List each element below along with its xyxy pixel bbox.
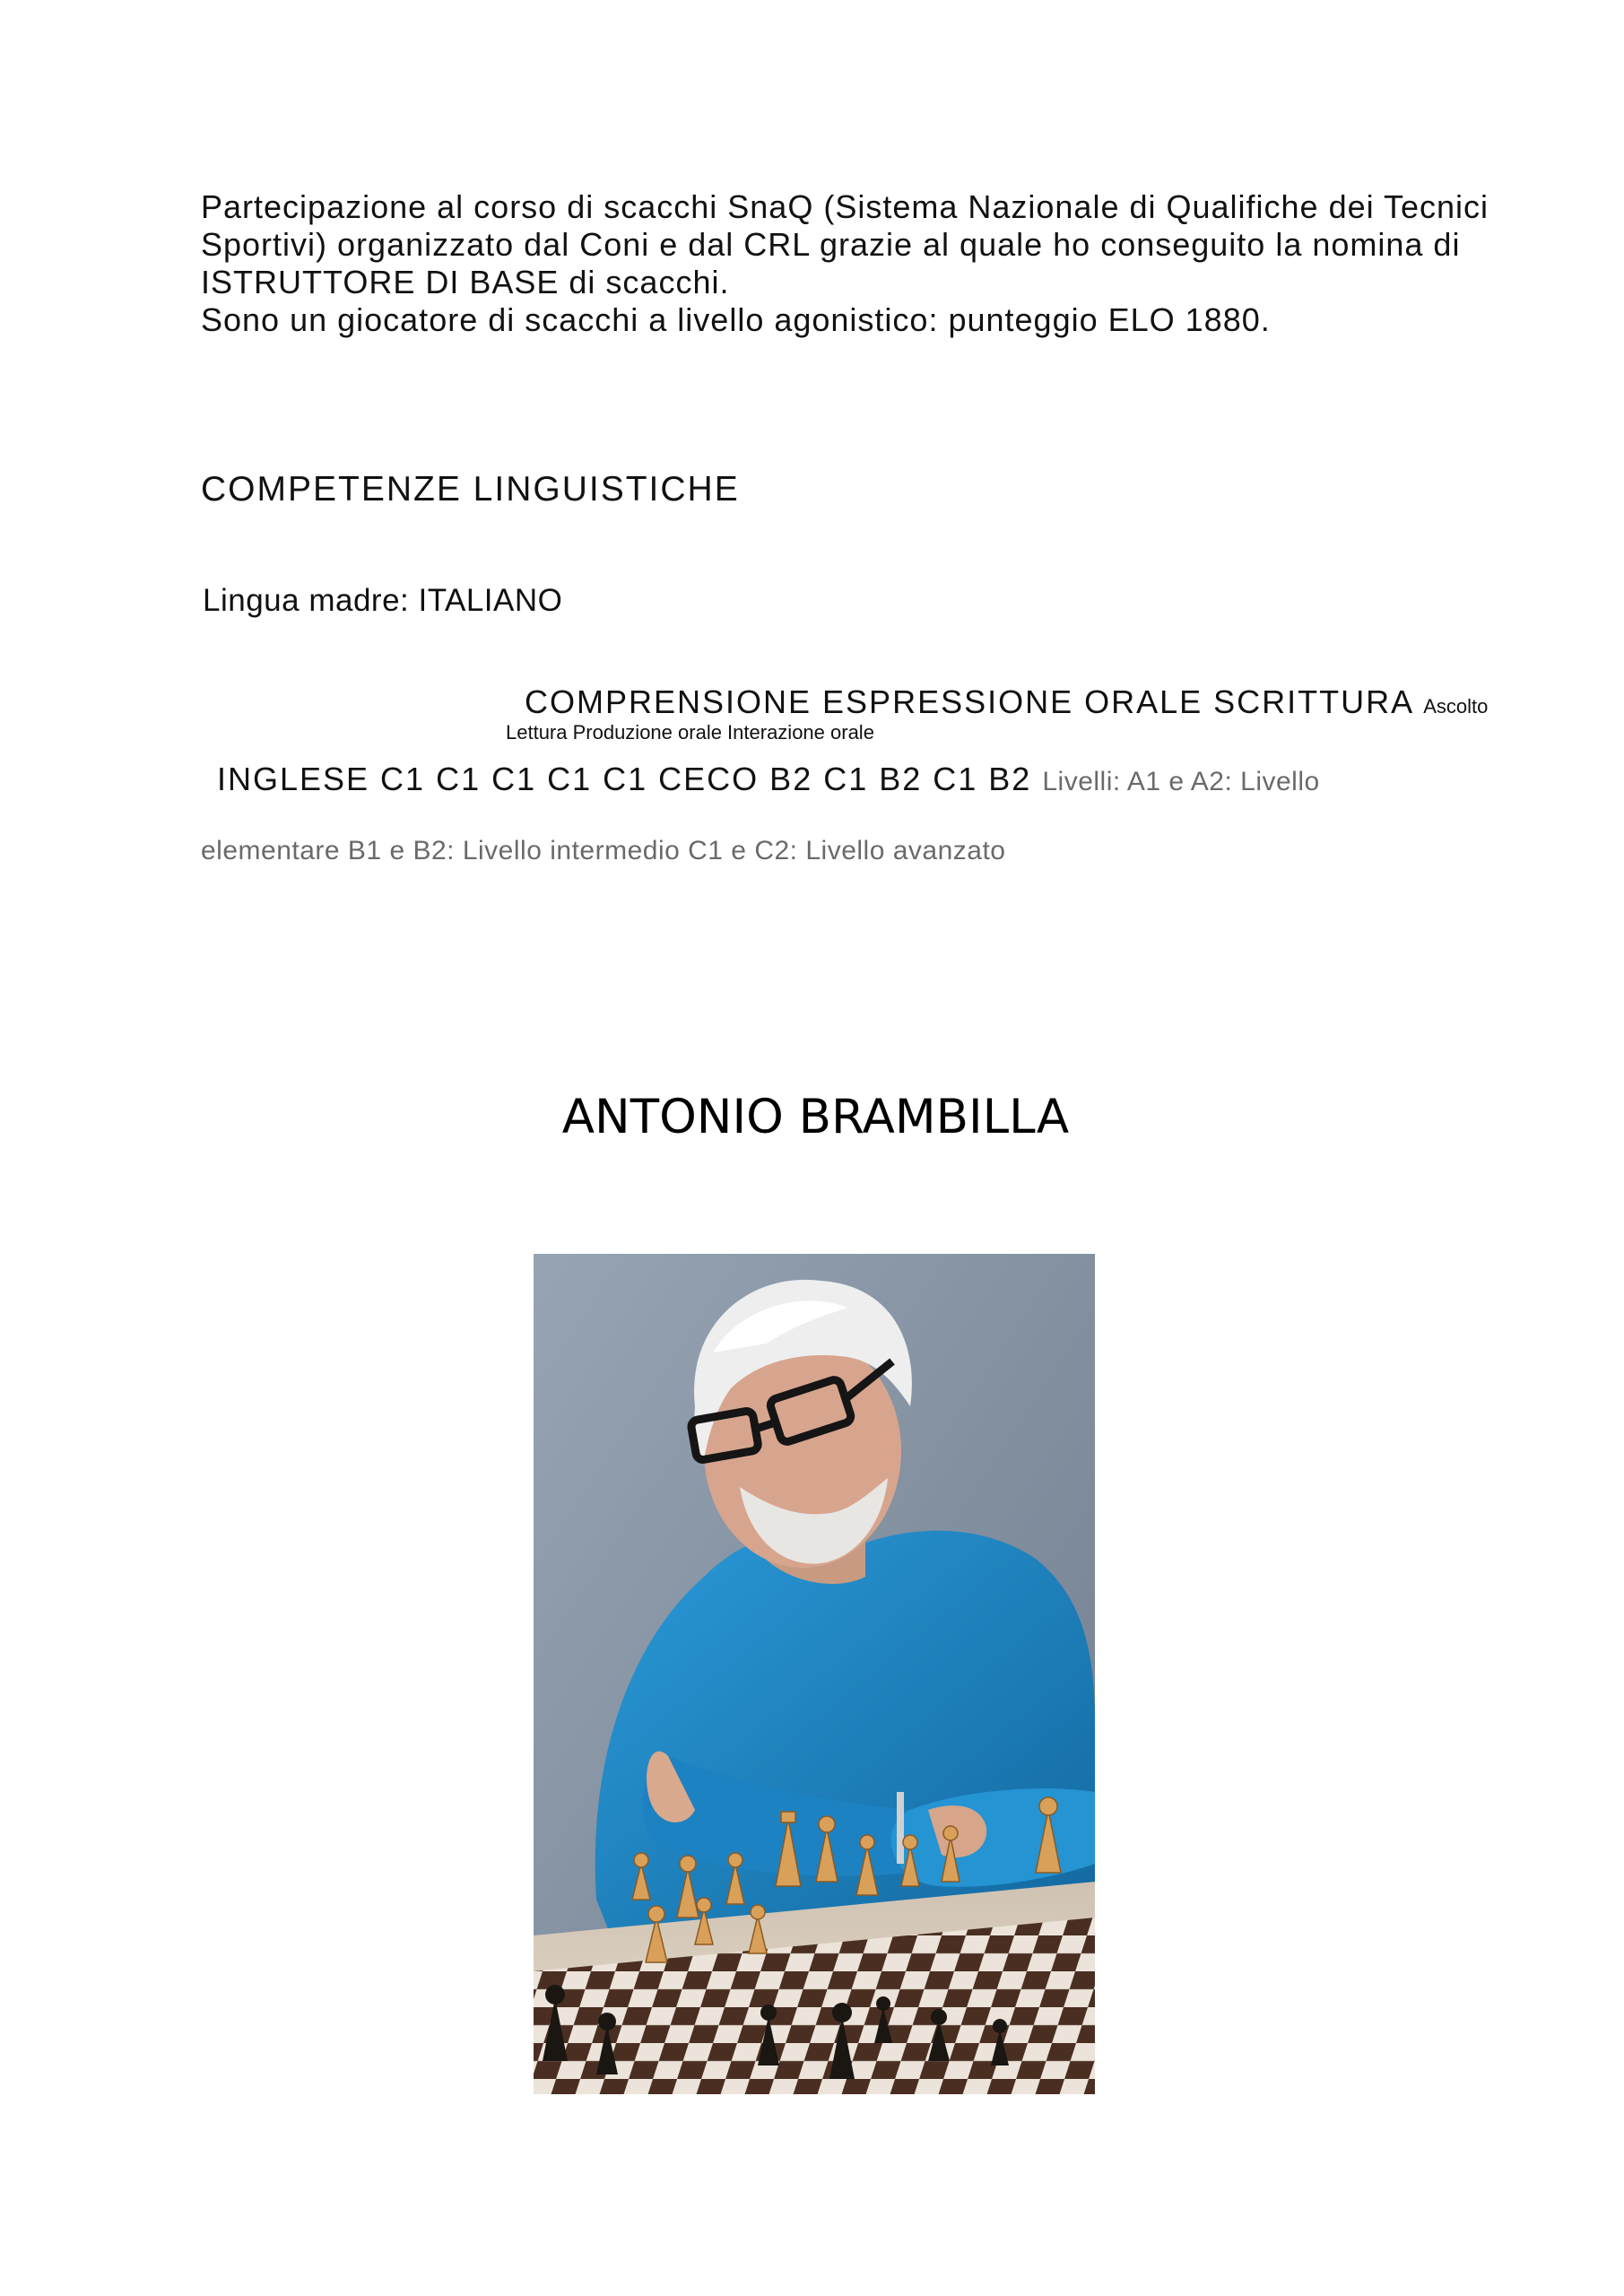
intro-line: ISTRUTTORE DI BASE di scacchi. <box>201 264 730 300</box>
chess-player-photo <box>534 1254 1095 2094</box>
language-levels-values: INGLESE C1 C1 C1 C1 C1 CECO B2 C1 B2 C1 B2 <box>217 761 1032 797</box>
language-header-main: COMPRENSIONE ESPRESSIONE ORALE SCRITTURA <box>525 683 1413 720</box>
levels-legend-end: elementare B1 e B2: Livello intermedio C1 e C2: Livello avanzato <box>201 836 1006 865</box>
levels-legend-start: Livelli: A1 e A2: Livello <box>1042 767 1320 796</box>
bracelet <box>897 1792 904 1864</box>
intro-line: Sono un giocatore di scacchi a livello agonistico: punteggio ELO 1880. <box>201 301 1271 338</box>
language-table-header <box>525 683 1488 721</box>
mother-tongue: Lingua madre: ITALIANO <box>203 583 563 618</box>
person-name-text: ANTONIO BRAMBILLA <box>561 1090 1070 1144</box>
photo-illustration <box>534 1254 1095 2094</box>
language-table-subheader: Lettura Produzione orale Interazione orale <box>506 721 874 744</box>
language-header-small: Ascolto <box>1423 695 1489 718</box>
language-levels-row <box>217 761 1320 798</box>
intro-paragraph <box>201 188 1489 339</box>
section-title-languages: COMPETENZE LINGUISTICHE <box>201 470 740 509</box>
person-name <box>0 1090 1624 1144</box>
intro-line: Partecipazione al corso di scacchi SnaQ (Sistema Nazionale di Qualifiche dei Tecnici <box>201 188 1489 225</box>
intro-line: Sportivi) organizzato dal Coni e dal CRL grazie al quale ho conseguito la nomina di <box>201 226 1461 263</box>
